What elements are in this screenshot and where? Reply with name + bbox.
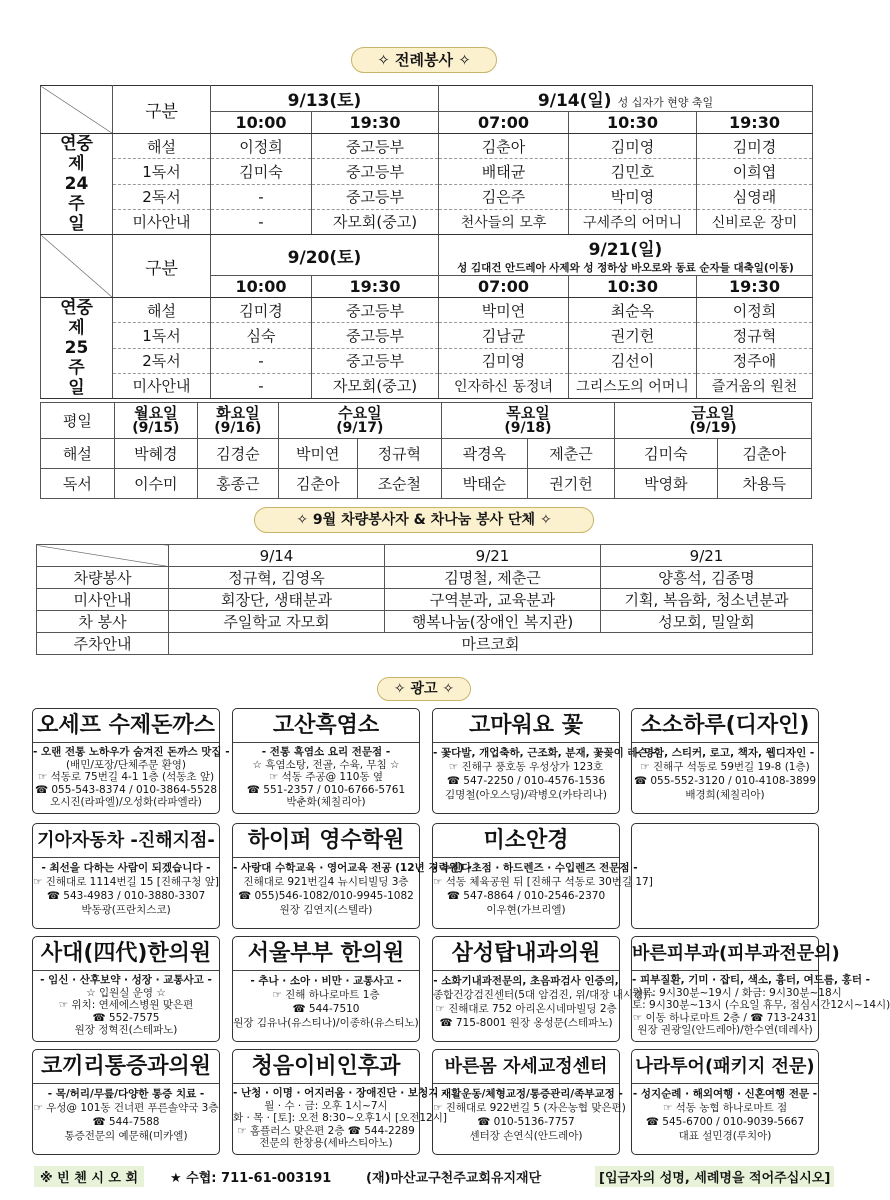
ad-business-name: 고산흑염소	[233, 709, 419, 743]
ad-line: - 꽃다발, 개업축하, 근조화, 분재, 꽃꽂이 레슨 -	[433, 747, 656, 759]
ad-box	[432, 936, 655, 1042]
week-label-part: 24	[64, 174, 89, 194]
corner-cell	[41, 86, 113, 134]
role-label: 해설	[41, 439, 115, 469]
sunday-feast: 성 십자가 현양 축일	[617, 96, 714, 109]
server-name: 중고등부	[312, 323, 439, 348]
group-name: 정규혁, 김영옥	[169, 567, 385, 589]
ad-line: - 소화기내과전문의, 초음파검사 인증의,	[433, 975, 619, 987]
donation-footer	[30, 1163, 831, 1186]
server-name: 이정희	[211, 134, 312, 159]
ad-line: 김명철(아오스딩)/곽병오(카타리나)	[445, 789, 607, 801]
ad-line: ☞ 석동 체육공원 뒤 [진해구 석동로 30번길 17]	[433, 876, 653, 888]
ad-box	[631, 823, 819, 929]
ad-line: ☎ 545-6700 / 010-9039-5667	[645, 1116, 805, 1128]
server-name: 김남균	[439, 323, 569, 348]
ad-line: 원장 정혁진(스테파노)	[74, 1024, 178, 1036]
vehicle-date: 9/14	[169, 545, 385, 567]
ad-line: 원장 김유나(유스티나)/이종하(유스티노)	[233, 1017, 419, 1029]
group-name: 행복나눔(장애인 복지관)	[385, 611, 601, 633]
ad-line: - 재활운동/체형교정/통증관리/족부교정 -	[433, 1088, 623, 1100]
ad-line: ☞ 이동 하나로마트 2층 / ☎ 713-2431	[632, 1011, 818, 1024]
server-name: 정주애	[697, 348, 813, 373]
ad-business-name: 사대(四代)한의원	[33, 937, 219, 971]
ad-line: ☞ 진해대로 922번길 5 (자은농협 맞은편)	[433, 1102, 626, 1114]
weekday-day	[278, 403, 441, 439]
ad-line: ☞ 진해대로 752 아리온시네마빌딩 2층	[435, 1003, 617, 1015]
role-label: 미사안내	[113, 209, 211, 234]
ad-box	[32, 1049, 220, 1155]
server-name: 이수미	[114, 469, 197, 499]
role-label: 차량봉사	[37, 567, 169, 589]
ad-line: - 난청 · 이명 · 어지러움 · 장애진단 · 보청기 -	[233, 1087, 447, 1099]
server-name: 차용득	[717, 469, 811, 499]
ad-line: 통증전문의 예문해(미카엘)	[64, 1130, 188, 1142]
server-name: 김미숙	[211, 159, 312, 184]
weekday-service-table	[40, 402, 812, 499]
footer-society: ※ 빈 첸 시 오 회	[34, 1166, 144, 1187]
sunday-date	[439, 235, 813, 276]
ad-line: ☎ 543-4983 / 010-3880-3307	[46, 890, 206, 902]
ad-line: (배민/포장/단체주문 환영)	[65, 758, 187, 771]
server-name: 박태순	[441, 469, 527, 499]
week-label-part: 연중	[60, 298, 93, 318]
vehicle-title: ✧ 9월 차량봉사자 & 차나눔 봉사 단체 ✧	[254, 507, 594, 533]
ads-title: ✧ 광고 ✧	[377, 677, 471, 701]
vehicle-date: 9/21	[385, 545, 601, 567]
server-name: 중고등부	[312, 184, 439, 209]
ad-line: 이우현(가브리엘)	[486, 904, 566, 916]
role-label: 해설	[113, 298, 211, 323]
server-name: 배태균	[439, 159, 569, 184]
ad-business-name: 삼성탑내과의원	[433, 937, 619, 971]
ad-box	[631, 936, 890, 1042]
server-name: 박미영	[569, 184, 697, 209]
server-name: 김미숙	[615, 439, 718, 469]
role-label: 2독서	[113, 348, 211, 373]
server-name: 박미연	[439, 298, 569, 323]
server-name: 신비로운 장미	[697, 209, 813, 234]
ad-line: 박춘화(체칠리아)	[286, 796, 366, 808]
ad-business-name: 하이퍼 영수학원	[233, 824, 419, 858]
ad-line: 화 · 목 · [토]: 오전 8:30~오후1시 [오전12시]	[233, 1112, 447, 1124]
ad-business-name: 고마워요 꽃	[433, 709, 619, 743]
ad-box	[631, 708, 819, 814]
footer-note: [입금자의 성명, 세례명을 적어주십시오]	[595, 1166, 834, 1187]
week-label-part: 주	[68, 194, 85, 214]
ad-business-name: 청음이비인후과	[233, 1050, 419, 1084]
day-name: 금요일	[691, 403, 735, 422]
weekday-day	[615, 403, 812, 439]
sunday-date-main: 9/21(일)	[588, 240, 663, 260]
server-name: 권기헌	[569, 323, 697, 348]
ad-line: - 목/허리/무릎/다양한 통증 치료 -	[47, 1088, 205, 1100]
day-date: (9/19)	[689, 419, 737, 436]
sunday-date-main: 9/14(일)	[537, 91, 612, 111]
weekday-label: 평일	[41, 403, 115, 439]
ad-box	[232, 936, 420, 1042]
ad-line: 박동광(프란치스코)	[81, 904, 171, 916]
server-name: 즐거움의 원천	[697, 373, 813, 398]
mass-time: 07:00	[439, 276, 569, 298]
ad-box	[32, 708, 230, 814]
day-date: (9/15)	[132, 419, 180, 436]
server-name: 김춘아	[717, 439, 811, 469]
server-name: 박혜경	[114, 439, 197, 469]
ad-line: ☞ 진해 하나로마트 1층	[272, 989, 380, 1001]
ad-line: - 피부질환, 기미 · 잡티, 색소, 흉터, 여드름, 홍터 -	[632, 974, 870, 986]
server-name: 김춘아	[439, 134, 569, 159]
day-name: 화요일	[216, 403, 260, 422]
mass-time: 10:00	[211, 112, 312, 134]
server-name: 김춘아	[278, 469, 357, 499]
week-label-part: 제	[68, 318, 85, 338]
server-name: 김경순	[197, 439, 278, 469]
group-name: 기획, 복음화, 청소년분과	[601, 589, 813, 611]
footer-account: ★ 수협: 711-61-003191	[170, 1171, 332, 1186]
ad-line: 원장 김연지(스텔라)	[279, 904, 373, 916]
server-name: 자모회(중고)	[312, 373, 439, 398]
mass-time: 10:00	[211, 276, 312, 298]
corner-cell	[41, 235, 113, 298]
server-name: 곽경옥	[441, 439, 527, 469]
vehicle-service-table	[36, 544, 813, 655]
week-label-part: 제	[68, 154, 85, 174]
role-label: 해설	[113, 134, 211, 159]
server-name: 권기헌	[527, 469, 614, 499]
ad-line: ☎ 544-7588	[92, 1116, 160, 1128]
group-name: 마르코회	[169, 633, 813, 655]
role-label: 1독서	[113, 159, 211, 184]
ad-line: - 최선을 다하는 사람이 되겠습니다 -	[41, 862, 211, 874]
group-name: 구역분과, 교육분과	[385, 589, 601, 611]
ad-line: ☎ 055-543-8374 / 010-3864-5528	[34, 783, 218, 796]
ad-box	[32, 936, 220, 1042]
ad-box	[432, 1049, 626, 1155]
service-title: ✧ 전례봉사 ✧	[351, 47, 497, 73]
ad-line: 월 · 수 · 금: 오후 1시~7시	[264, 1099, 388, 1112]
ad-line: ☎ 055)546-1082/010-9945-1082	[238, 890, 414, 902]
ad-box	[432, 708, 656, 814]
server-name: -	[211, 348, 312, 373]
mass-time: 07:00	[439, 112, 569, 134]
server-name: 중고등부	[312, 159, 439, 184]
ad-box	[232, 823, 472, 929]
ad-line: - 성지순례 · 해외여행 · 신혼여행 전문 -	[632, 1088, 818, 1100]
ad-line: ☎ 551-2357 / 010-6766-5761	[246, 783, 406, 796]
ad-line: 토: 9시30분~13시 (수요일 휴무, 점심시간12시~14시)	[632, 999, 890, 1011]
ad-line: ☞ 우성@ 101동 건너편 푸른솔약국 3층	[33, 1102, 219, 1114]
ad-line: ☞ 위치: 연세에스병원 맞은편	[58, 999, 194, 1011]
ad-line: ☞ 진해구 석동로 59번길 19-8 (1층)	[640, 761, 810, 773]
week-label	[41, 134, 113, 235]
ad-business-name: 코끼리통증과의원	[33, 1050, 219, 1084]
day-date: (9/18)	[504, 419, 552, 436]
ad-box	[232, 708, 420, 814]
mass-time: 19:30	[697, 112, 813, 134]
footer-owner: (재)마산교구천주교회유지재단	[366, 1171, 542, 1186]
server-name: -	[211, 373, 312, 398]
ad-line: - 전통 흑염소 요리 전문점 -	[261, 746, 391, 758]
ad-line: - 오랜 전통 노하우가 숨겨진 돈까스 맛집 -	[33, 746, 230, 758]
ad-line: - 명함, 스티커, 로고, 책자, 웹디자인 -	[635, 747, 815, 759]
server-name: 김선이	[569, 348, 697, 373]
ad-line: - 추나 · 소아 · 비만 · 교통사고 -	[250, 975, 402, 987]
week-label-part: 주	[68, 358, 85, 378]
server-name: 심영래	[697, 184, 813, 209]
label-gubun: 구분	[113, 235, 211, 298]
ad-box	[232, 1049, 447, 1155]
role-label: 독서	[41, 469, 115, 499]
ad-line: 오시진(라파엘)/오성화(라파엘라)	[50, 796, 202, 808]
ad-line: ☆ 흑염소탕, 전골, 수육, 무침 ☆	[252, 758, 400, 771]
server-name: 천사들의 모후	[439, 209, 569, 234]
mass-time: 19:30	[312, 112, 439, 134]
role-label: 1독서	[113, 323, 211, 348]
server-name: 김미영	[569, 134, 697, 159]
ad-line: ☎ 010-5136-7757	[477, 1116, 575, 1128]
server-name: 심숙	[211, 323, 312, 348]
server-name: -	[211, 184, 312, 209]
ad-line: ☞ 석동 주공@ 110동 옆	[268, 771, 384, 783]
server-name: 홍종근	[197, 469, 278, 499]
group-name: 김명철, 제춘근	[385, 567, 601, 589]
role-label: 미사안내	[37, 589, 169, 611]
ad-line: - 임신 · 산후보약 · 성장 · 교통사고 -	[40, 974, 212, 986]
server-name: -	[211, 209, 312, 234]
ad-line: 원장 권광일(안드레아)/한수연(데레사)	[637, 1024, 813, 1036]
server-name: 중고등부	[312, 134, 439, 159]
ad-business-name: 바른몸 자세교정센터	[433, 1050, 619, 1084]
sunday-date	[439, 86, 813, 112]
ad-line: 배경희(체칠리아)	[685, 789, 765, 801]
sunday-feast: 성 김대건 안드레아 사제와 성 정하상 바오로와 동료 순자들 대축일(이동)	[457, 262, 794, 274]
server-name: 자모회(중고)	[312, 209, 439, 234]
ad-line: ☎ 547-2250 / 010-4576-1536	[446, 775, 606, 787]
ad-line: - 사랑대 수학교육 · 영어교육 전공 (12년 경력원) -	[233, 862, 472, 874]
ad-line: ☎ 547-8864 / 010-2546-2370	[446, 890, 606, 902]
vehicle-date: 9/21	[601, 545, 813, 567]
weekday-day	[197, 403, 278, 439]
ad-line: 대표 설민경(루치아)	[678, 1130, 772, 1142]
ad-line: ☎ 715-8001 원장 옹성문(스테파노)	[439, 1017, 613, 1029]
ad-line: ☞ 석동로 75번길 4-1 1층 (석동초 앞)	[37, 771, 215, 783]
server-name: 최순옥	[569, 298, 697, 323]
ad-business-name: 나라투어(패키지 전문)	[632, 1050, 818, 1084]
server-name: 김미경	[697, 134, 813, 159]
server-name: 박영화	[615, 469, 718, 499]
server-name: 김은주	[439, 184, 569, 209]
day-name: 월요일	[134, 403, 178, 422]
week-label-part: 연중	[60, 134, 93, 154]
weekday-day	[114, 403, 197, 439]
ad-line: 진해대로 921번길4 뉴시티빌딩 3층	[243, 876, 409, 888]
server-name: 김미영	[439, 348, 569, 373]
server-name: 구세주의 어머니	[569, 209, 697, 234]
ad-line: ☞ 홈플러스 맞은편 2층 ☎ 544-2289	[237, 1124, 415, 1137]
server-name: 중고등부	[312, 348, 439, 373]
server-name: 중고등부	[312, 298, 439, 323]
group-name: 주일학교 자모회	[169, 611, 385, 633]
week-label-part: 25	[64, 338, 89, 358]
ad-business-name: 오세프 수제돈까스	[33, 709, 219, 743]
mass-time: 10:30	[569, 112, 697, 134]
ad-business-name: 서울부부 한의원	[233, 937, 419, 971]
role-label: 미사안내	[113, 373, 211, 398]
group-name: 회장단, 생태분과	[169, 589, 385, 611]
day-date: (9/16)	[214, 419, 262, 436]
corner-cell	[37, 545, 169, 567]
mass-time: 19:30	[697, 276, 813, 298]
mass-time: 10:30	[569, 276, 697, 298]
role-label: 주차안내	[37, 633, 169, 655]
ad-line: ☎ 552-7575	[92, 1011, 160, 1024]
server-name: 박미연	[278, 439, 357, 469]
label-gubun: 구분	[113, 86, 211, 134]
day-name: 목요일	[506, 403, 550, 422]
liturgy-service-table	[40, 85, 813, 399]
server-name: 조순철	[357, 469, 441, 499]
role-label: 차 봉사	[37, 611, 169, 633]
server-name: 제춘근	[527, 439, 614, 469]
ad-line: - 누진다초점 · 하드렌즈 · 수입렌즈 전문점 -	[433, 862, 638, 874]
ad-business-name: 바른피부과(피부과전문의)	[632, 937, 818, 971]
mass-time: 19:30	[312, 276, 439, 298]
server-name: 그리스도의 어머니	[569, 373, 697, 398]
ad-business-name: 기아자동차 -진해지점-	[33, 824, 219, 858]
day-name: 수요일	[338, 403, 382, 422]
group-name: 성모회, 밀알회	[601, 611, 813, 633]
ad-line: ☎ 055-552-3120 / 010-4108-3899	[633, 775, 817, 787]
weekday-day	[441, 403, 614, 439]
ad-line: ☞ 진해대로 1114번길 15 [진해구청 앞]	[33, 876, 219, 888]
ad-line: 전문의 한창용(세바스티아노)	[259, 1137, 393, 1149]
week-label-part: 일	[68, 214, 85, 234]
ad-line: ☆ 입원실 운영 ☆	[86, 986, 166, 999]
ad-line: 종합건강검진센터(5대 암검진, 위/대장 내시경) -	[433, 989, 655, 1001]
saturday-date: 9/13(토)	[211, 86, 439, 112]
server-name: 이희엽	[697, 159, 813, 184]
server-name: 김미경	[211, 298, 312, 323]
server-name: 정규혁	[697, 323, 813, 348]
ad-business-name: 미소안경	[433, 824, 619, 858]
ad-line: ☎ 544-7510	[292, 1003, 360, 1015]
ad-line: 센터장 손연식(안드레아)	[469, 1130, 583, 1142]
day-date: (9/17)	[336, 419, 384, 436]
server-name: 김민호	[569, 159, 697, 184]
role-label: 2독서	[113, 184, 211, 209]
ad-line: 월목: 9시30분~19시 / 화금: 9시30분~18시	[632, 986, 842, 999]
week-label-part: 일	[68, 378, 85, 398]
ad-line: ☞ 진해구 풍호동 우성상가 123호	[448, 761, 604, 773]
server-name: 정규혁	[357, 439, 441, 469]
ad-box	[631, 1049, 819, 1155]
server-name: 이정희	[697, 298, 813, 323]
group-name: 양흥석, 김종명	[601, 567, 813, 589]
ad-business-name: 소소하루(디자인)	[632, 709, 818, 743]
ad-box	[32, 823, 220, 929]
ad-box	[432, 823, 653, 929]
ad-line: ☞ 석동 농협 하나로마트 점	[662, 1102, 788, 1114]
saturday-date: 9/20(토)	[211, 235, 439, 276]
server-name: 인자하신 동정녀	[439, 373, 569, 398]
week-label	[41, 298, 113, 399]
